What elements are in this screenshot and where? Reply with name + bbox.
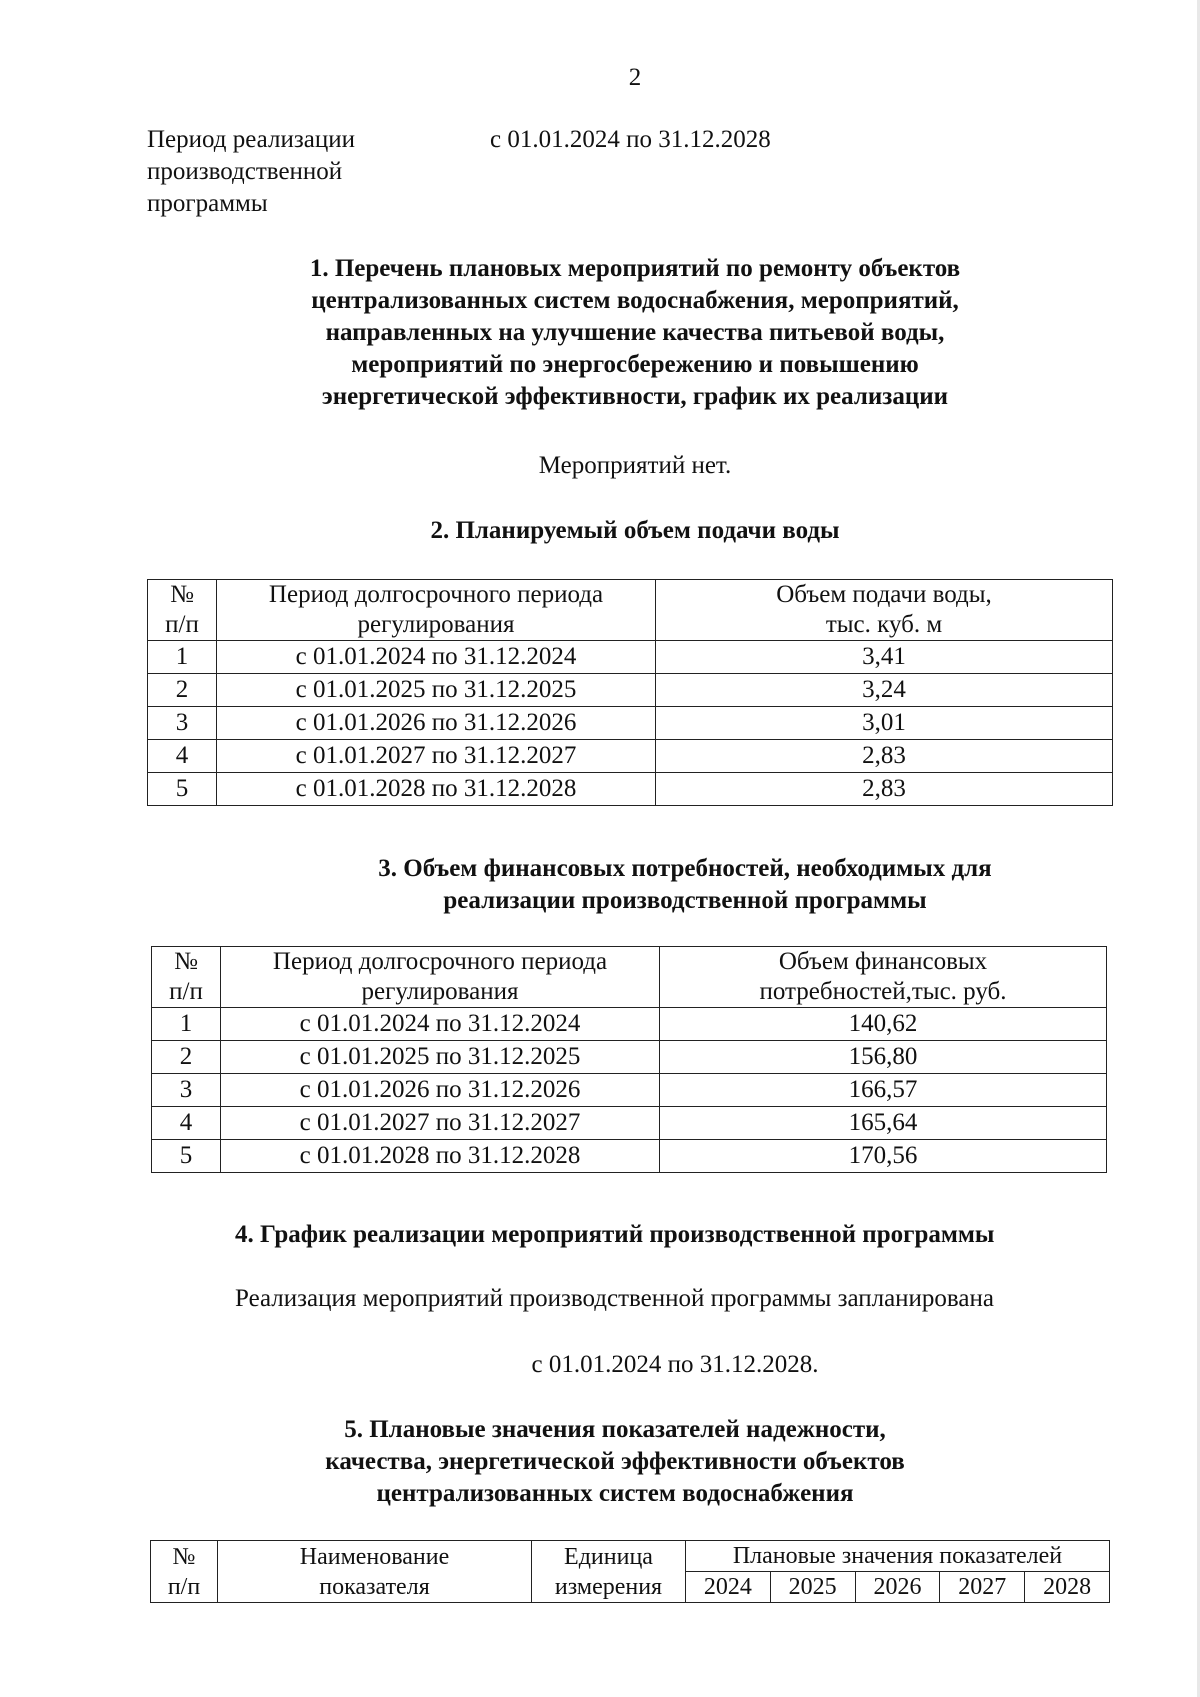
header-num <box>151 1541 218 1603</box>
header-year: 2024 <box>686 1572 771 1603</box>
row-period: с 01.01.2027 по 31.12.2027 <box>217 740 656 773</box>
table-header-row <box>151 1541 1110 1572</box>
section5-title <box>0 1414 1200 1510</box>
header-text: Единица <box>564 1543 653 1570</box>
period-label-line: программы <box>147 190 268 217</box>
section1-text: Мероприятий нет. <box>538 452 732 479</box>
indicators-table <box>150 1540 1110 1603</box>
row-num: 2 <box>148 674 217 707</box>
period-label-line: производственной <box>147 158 343 185</box>
row-num: 4 <box>148 740 217 773</box>
row-value: 166,57 <box>660 1074 1107 1107</box>
section1-title-line: энергетической эффективности, график их реализации <box>321 383 949 410</box>
section1-title-line: централизованных систем водоснабжения, мероприятий, <box>311 287 959 314</box>
row-num: 3 <box>148 707 217 740</box>
header-text: п/п <box>167 1573 201 1600</box>
header-unit <box>532 1541 686 1603</box>
table-row <box>148 740 1113 773</box>
row-value: 170,56 <box>660 1140 1107 1173</box>
header-period <box>221 947 660 1008</box>
header-text: п/п <box>169 978 203 1005</box>
row-period: с 01.01.2025 по 31.12.2025 <box>221 1041 660 1074</box>
header-value <box>656 580 1113 641</box>
period-label <box>147 124 437 220</box>
header-year: 2025 <box>770 1572 855 1603</box>
header-year: 2026 <box>855 1572 940 1603</box>
table-row <box>148 674 1113 707</box>
section3-title-line: реализации производственной программы <box>443 887 927 914</box>
header-period <box>217 580 656 641</box>
table-row <box>152 1107 1107 1140</box>
header-text: Объем подачи воды, <box>776 581 992 608</box>
header-value <box>660 947 1107 1008</box>
row-period: с 01.01.2025 по 31.12.2025 <box>217 674 656 707</box>
header-year: 2028 <box>1025 1572 1110 1603</box>
row-value: 165,64 <box>660 1107 1107 1140</box>
row-num: 4 <box>152 1107 221 1140</box>
page-number: 2 <box>628 64 642 91</box>
row-period: с 01.01.2024 по 31.12.2024 <box>221 1008 660 1041</box>
section5-title-line: качества, энергетической эффективности объектов <box>325 1448 905 1475</box>
table-row <box>148 707 1113 740</box>
header-text: Объем финансовых <box>778 948 988 975</box>
header-text: регулирования <box>357 611 515 638</box>
row-value: 3,01 <box>656 707 1113 740</box>
row-num: 1 <box>148 641 217 674</box>
header-text: Период долгосрочного периода <box>272 948 608 975</box>
row-period: с 01.01.2028 по 31.12.2028 <box>217 773 656 806</box>
header-text: Наименование <box>299 1543 450 1570</box>
table-header-row <box>148 580 1113 641</box>
section2-title: 2. Планируемый объем подачи воды <box>430 517 840 544</box>
row-num: 5 <box>152 1140 221 1173</box>
section5-title-line: 5. Плановые значения показателей надежности, <box>344 1416 886 1443</box>
row-period: с 01.01.2026 по 31.12.2026 <box>217 707 656 740</box>
header-text: показателя <box>319 1573 430 1600</box>
section5-title-line: централизованных систем водоснабжения <box>376 1480 854 1507</box>
header-year: 2027 <box>940 1572 1025 1603</box>
section1-title-line: 1. Перечень плановых мероприятий по ремонту объектов <box>309 255 961 282</box>
row-value: 140,62 <box>660 1008 1107 1041</box>
header-num <box>152 947 221 1008</box>
table-row <box>148 773 1113 806</box>
row-value: 156,80 <box>660 1041 1107 1074</box>
table-row <box>152 1140 1107 1173</box>
header-text: тыс. куб. м <box>825 611 943 638</box>
header-text: измерения <box>554 1573 663 1600</box>
section4-period: с 01.01.2024 по 31.12.2028. <box>531 1351 819 1378</box>
financial-needs-table <box>151 946 1107 1173</box>
section1-title <box>0 253 1200 413</box>
table-row <box>152 1041 1107 1074</box>
table-row <box>148 641 1113 674</box>
header-name <box>218 1541 532 1603</box>
header-text: № <box>174 948 198 975</box>
table-row <box>152 1008 1107 1041</box>
row-num: 2 <box>152 1041 221 1074</box>
header-text: № <box>170 581 194 608</box>
section4-title: 4. График реализации мероприятий производственной программы <box>235 1221 995 1248</box>
period-value: с 01.01.2024 по 31.12.2028 <box>490 126 771 153</box>
table-row <box>152 1074 1107 1107</box>
section3-title-line: 3. Объем финансовых потребностей, необходимых для <box>378 855 992 882</box>
period-label-line: Период реализации <box>147 126 355 153</box>
header-num <box>148 580 217 641</box>
row-period: с 01.01.2028 по 31.12.2028 <box>221 1140 660 1173</box>
header-planned: Плановые значения показателей <box>686 1541 1110 1572</box>
row-value: 2,83 <box>656 773 1113 806</box>
header-text: потребностей,тыс. руб. <box>759 978 1007 1005</box>
row-num: 5 <box>148 773 217 806</box>
header-text: Период долгосрочного периода <box>268 581 604 608</box>
section1-title-line: мероприятий по энергосбережению и повышению <box>351 351 919 378</box>
row-value: 3,24 <box>656 674 1113 707</box>
row-period: с 01.01.2027 по 31.12.2027 <box>221 1107 660 1140</box>
section4-text: Реализация мероприятий производственной программы запланирована <box>235 1285 994 1312</box>
header-text: регулирования <box>361 978 519 1005</box>
row-num: 1 <box>152 1008 221 1041</box>
row-value: 3,41 <box>656 641 1113 674</box>
row-period: с 01.01.2024 по 31.12.2024 <box>217 641 656 674</box>
header-text: п/п <box>165 611 199 638</box>
water-supply-table <box>147 579 1113 806</box>
section3-title <box>50 853 1200 917</box>
section1-title-line: направленных на улучшение качества питьевой воды, <box>325 319 945 346</box>
table-header-row <box>152 947 1107 1008</box>
header-text: № <box>172 1543 196 1570</box>
row-period: с 01.01.2026 по 31.12.2026 <box>221 1074 660 1107</box>
row-num: 3 <box>152 1074 221 1107</box>
row-value: 2,83 <box>656 740 1113 773</box>
